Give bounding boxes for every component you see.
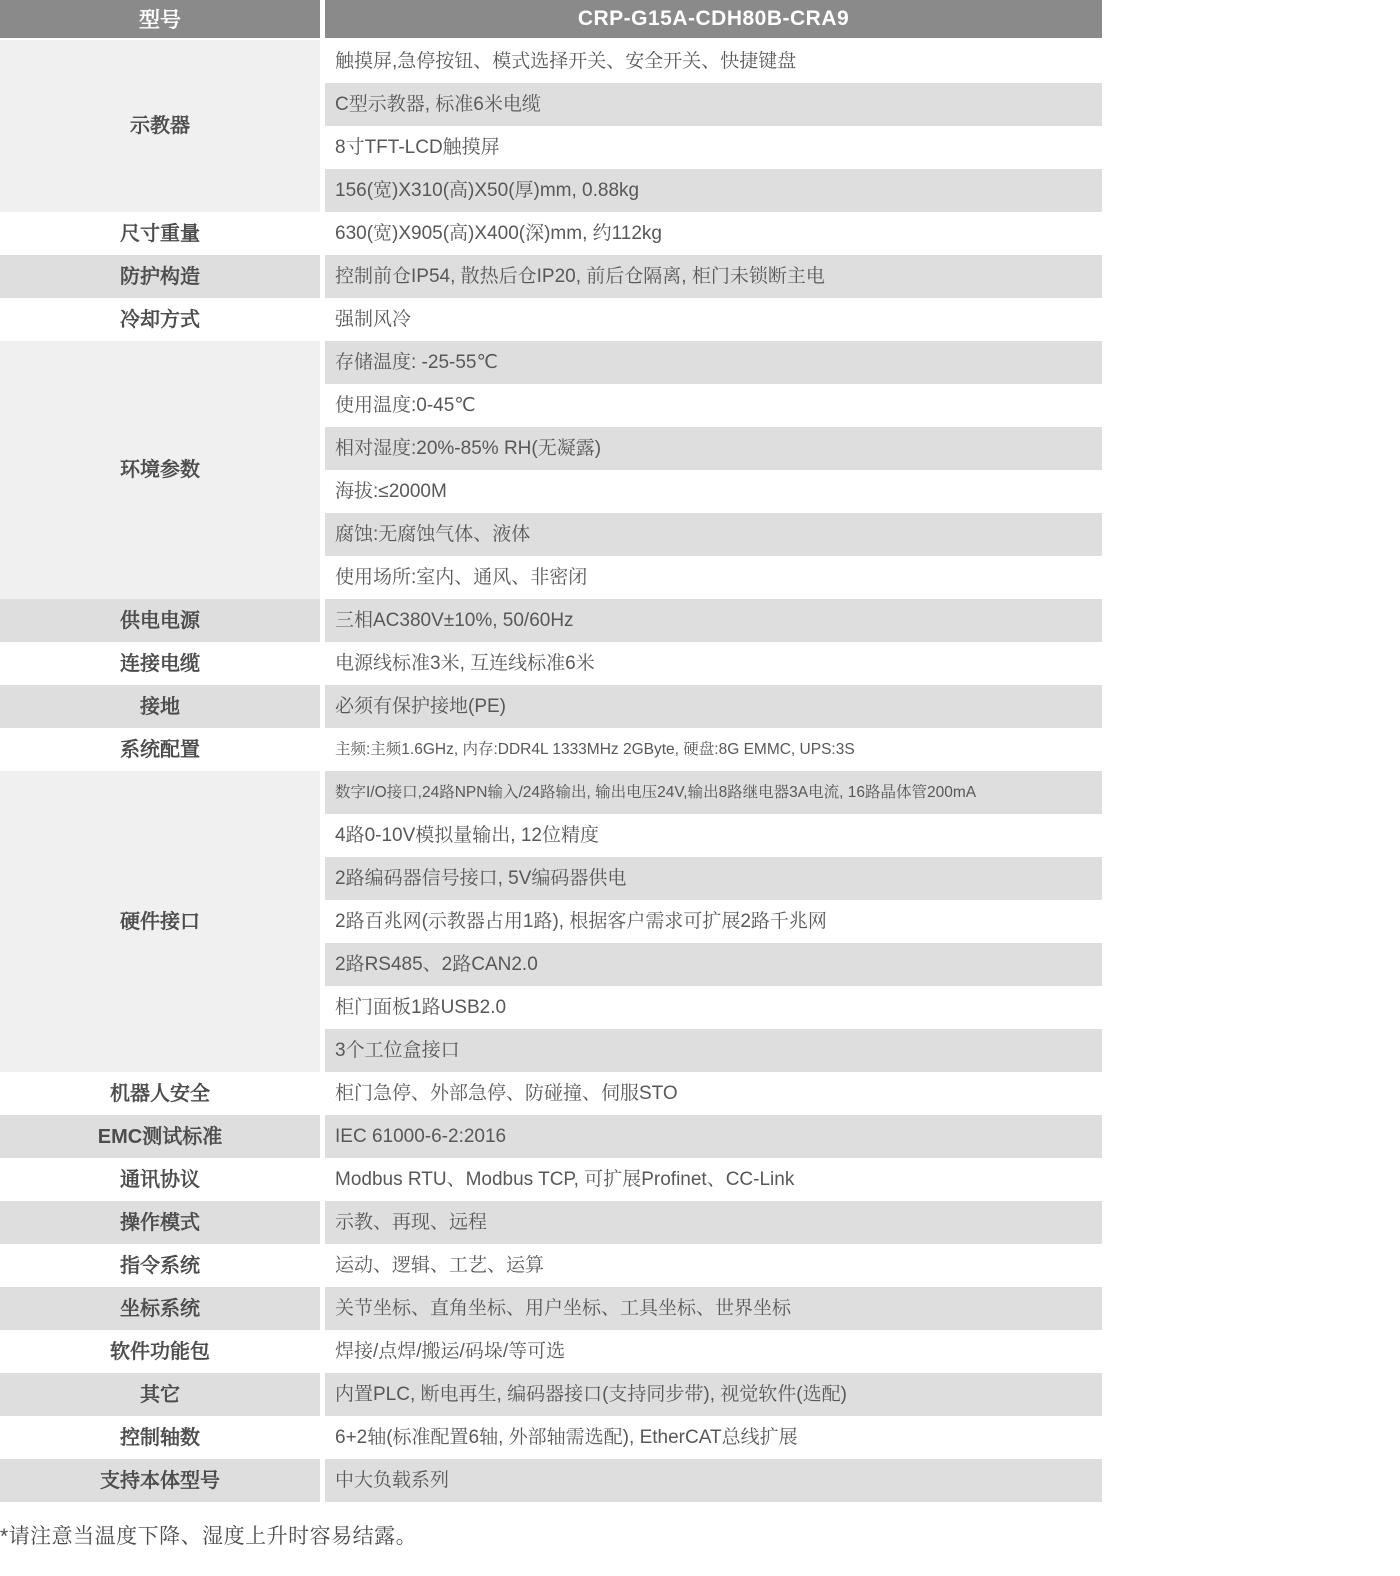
group-values — [325, 1459, 1102, 1502]
group-label: 坐标系统 — [0, 1287, 320, 1330]
spec-value-row: 4路0-10V模拟量输出, 12位精度 — [325, 814, 1102, 857]
group-row — [0, 771, 1102, 1072]
spec-value-row: 关节坐标、直角坐标、用户坐标、工具坐标、世界坐标 — [325, 1287, 1102, 1330]
model-header-value: CRP-G15A-CDH80B-CRA9 — [325, 0, 1102, 38]
spec-value-row: 控制前仓IP54, 散热后仓IP20, 前后仓隔离, 柜门未锁断主电 — [325, 255, 1102, 298]
group-row — [0, 1287, 1102, 1330]
group-label: 控制轴数 — [0, 1416, 320, 1459]
group-label: 系统配置 — [0, 728, 320, 771]
group-label: 通讯协议 — [0, 1158, 320, 1201]
spec-value-row: 2路编码器信号接口, 5V编码器供电 — [325, 857, 1102, 900]
spec-value-row: 156(宽)X310(高)X50(厚)mm, 0.88kg — [325, 169, 1102, 212]
group-row — [0, 1072, 1102, 1115]
group-label: 供电电源 — [0, 599, 320, 642]
model-header-label: 型号 — [0, 0, 320, 38]
spec-value-row: 使用温度:0-45℃ — [325, 384, 1102, 427]
group-label: 防护构造 — [0, 255, 320, 298]
group-row — [0, 728, 1102, 771]
group-label: 接地 — [0, 685, 320, 728]
spec-value-row: 数字I/O接口,24路NPN输入/24路输出, 输出电压24V,输出8路继电器3A电流, 16路晶体管200mA — [325, 771, 1102, 814]
spec-value-row: 2路百兆网(示教器占用1路), 根据客户需求可扩展2路千兆网 — [325, 900, 1102, 943]
spec-value-row: IEC 61000-6-2:2016 — [325, 1115, 1102, 1158]
group-label: 环境参数 — [0, 341, 320, 599]
group-label: 尺寸重量 — [0, 212, 320, 255]
spec-value-row: 柜门面板1路USB2.0 — [325, 986, 1102, 1029]
group-row — [0, 341, 1102, 599]
group-values — [325, 1373, 1102, 1416]
group-label: 示教器 — [0, 40, 320, 212]
spec-value-row: 主频:主频1.6GHz, 内存:DDR4L 1333MHz 2GByte, 硬盘:8G EMMC, UPS:3S — [325, 728, 1102, 771]
spec-value-row: 示教、再现、远程 — [325, 1201, 1102, 1244]
table-body — [0, 40, 1102, 1502]
spec-value-row: 使用场所:室内、通风、非密闭 — [325, 556, 1102, 599]
spec-value-row: 中大负载系列 — [325, 1459, 1102, 1502]
group-values — [325, 298, 1102, 341]
spec-value-row: 2路RS485、2路CAN2.0 — [325, 943, 1102, 986]
spec-value-row: 运动、逻辑、工艺、运算 — [325, 1244, 1102, 1287]
group-row — [0, 1158, 1102, 1201]
group-row — [0, 599, 1102, 642]
group-row — [0, 1373, 1102, 1416]
footnote: *请注意当温度下降、湿度上升时容易结露。 — [0, 1525, 418, 1548]
group-label: 硬件接口 — [0, 771, 320, 1072]
group-label: EMC测试标准 — [0, 1115, 320, 1158]
group-values — [325, 642, 1102, 685]
group-row — [0, 40, 1102, 212]
spec-value-row: 3个工位盒接口 — [325, 1029, 1102, 1072]
group-row — [0, 298, 1102, 341]
group-label: 操作模式 — [0, 1201, 320, 1244]
spec-value-row: 海拔:≤2000M — [325, 470, 1102, 513]
group-values — [325, 771, 1102, 1072]
group-row — [0, 1330, 1102, 1373]
group-values — [325, 685, 1102, 728]
group-label: 指令系统 — [0, 1244, 320, 1287]
group-values — [325, 1244, 1102, 1287]
group-values — [325, 1287, 1102, 1330]
group-row — [0, 1115, 1102, 1158]
spec-value-row: 相对湿度:20%-85% RH(无凝露) — [325, 427, 1102, 470]
group-row — [0, 1416, 1102, 1459]
group-values — [325, 1416, 1102, 1459]
group-row — [0, 685, 1102, 728]
group-label: 软件功能包 — [0, 1330, 320, 1373]
group-label: 其它 — [0, 1373, 320, 1416]
spec-value-row: 必须有保护接地(PE) — [325, 685, 1102, 728]
group-row — [0, 642, 1102, 685]
spec-value-row: 三相AC380V±10%, 50/60Hz — [325, 599, 1102, 642]
group-label: 连接电缆 — [0, 642, 320, 685]
spec-value-row: 焊接/点焊/搬运/码垛/等可选 — [325, 1330, 1102, 1373]
spec-value-row: 腐蚀:无腐蚀气体、液体 — [325, 513, 1102, 556]
spec-value-row: 触摸屏,急停按钮、模式选择开关、安全开关、快捷键盘 — [325, 40, 1102, 83]
table-header-row — [0, 0, 1102, 38]
group-row — [0, 212, 1102, 255]
spec-value-row: 存储温度: -25-55℃ — [325, 341, 1102, 384]
spec-value-row: 630(宽)X905(高)X400(深)mm, 约112kg — [325, 212, 1102, 255]
spec-value-row: 8寸TFT-LCD触摸屏 — [325, 126, 1102, 169]
spec-value-row: 内置PLC, 断电再生, 编码器接口(支持同步带), 视觉软件(选配) — [325, 1373, 1102, 1416]
group-row — [0, 255, 1102, 298]
group-values — [325, 1115, 1102, 1158]
group-values — [325, 599, 1102, 642]
group-values — [325, 212, 1102, 255]
group-values — [325, 1201, 1102, 1244]
group-values — [325, 1072, 1102, 1115]
spec-value-row: 柜门急停、外部急停、防碰撞、伺服STO — [325, 1072, 1102, 1115]
group-values — [325, 40, 1102, 212]
spec-value-row: 电源线标准3米, 互连线标准6米 — [325, 642, 1102, 685]
group-label: 冷却方式 — [0, 298, 320, 341]
group-values — [325, 255, 1102, 298]
group-values — [325, 1158, 1102, 1201]
group-row — [0, 1244, 1102, 1287]
group-values — [325, 728, 1102, 771]
spec-value-row: Modbus RTU、Modbus TCP, 可扩展Profinet、CC-Link — [325, 1158, 1102, 1201]
group-row — [0, 1201, 1102, 1244]
group-row — [0, 1459, 1102, 1502]
group-label: 支持本体型号 — [0, 1459, 320, 1502]
group-values — [325, 1330, 1102, 1373]
spec-value-row: 强制风冷 — [325, 298, 1102, 341]
spec-value-row: 6+2轴(标准配置6轴, 外部轴需选配), EtherCAT总线扩展 — [325, 1416, 1102, 1459]
group-label: 机器人安全 — [0, 1072, 320, 1115]
spec-value-row: C型示教器, 标准6米电缆 — [325, 83, 1102, 126]
group-values — [325, 341, 1102, 599]
